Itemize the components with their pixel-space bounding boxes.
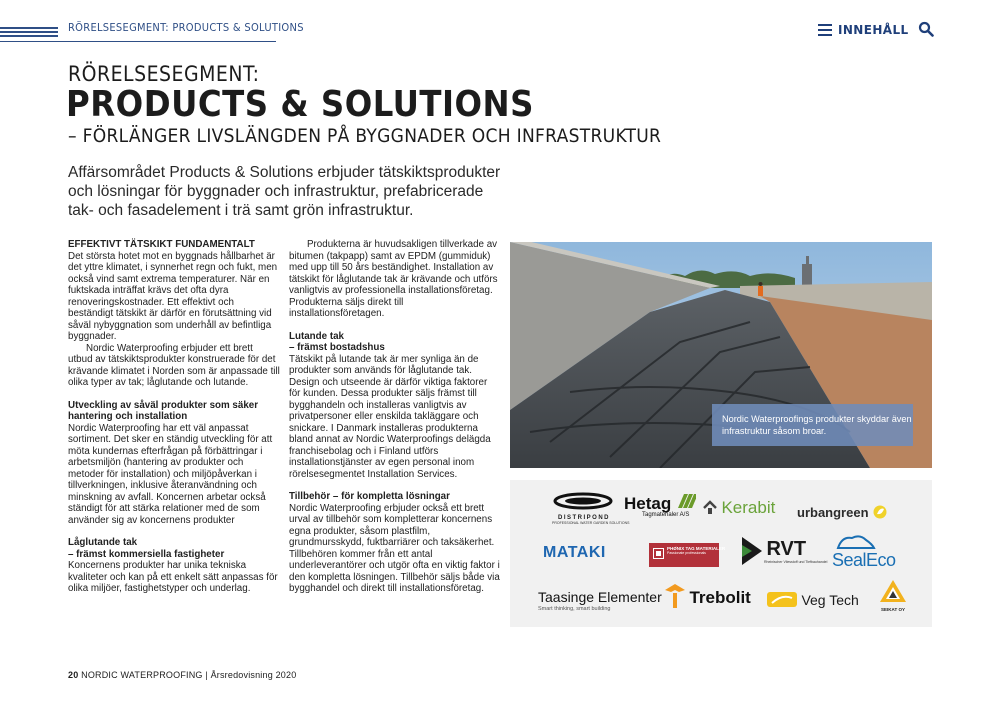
seikat-logo — [878, 580, 908, 612]
taasinge-name: Taasinge Elementer — [538, 589, 662, 605]
phonix-logo — [649, 543, 726, 567]
vegtech-name: Veg Tech — [801, 592, 859, 608]
section-heading: EFFEKTIVT TÄTSKIKT FUNDAMENTALT — [68, 239, 255, 250]
urbangreen-logo — [797, 504, 887, 522]
trebolit-mark-icon — [665, 584, 685, 608]
search-icon[interactable] — [918, 21, 934, 37]
page-header — [0, 0, 1000, 40]
contents-menu-button[interactable] — [818, 20, 909, 40]
paragraph: Nordic Waterproofing erbjuder ett brett utbud av tätskiktsprodukter konstruerade för det krävande klimatet i Norden som är anpassade till olika typer av tak; låglutande och lutande. — [68, 342, 280, 388]
page-kicker: RÖRELSESEGMENT: — [68, 62, 260, 86]
phonix-tagline: Passionate professionals — [667, 551, 706, 555]
trebolit-logo — [665, 584, 751, 608]
seikat-triangle-icon — [880, 580, 906, 602]
text-column-2 — [289, 239, 501, 595]
contents-menu-label: INNEHÅLL — [838, 23, 909, 37]
header-stripe — [0, 35, 58, 37]
section-title: RÖRELSESEGMENT: PRODUCTS & SOLUTIONS — [68, 21, 304, 34]
paragraph: Produkterna är huvudsakligen tillverkade av bitumen (takpapp) samt av EPDM (gummiduk) med upp till 50 års beständighet. Installation av tätskikt för låglutande tak är krävande och utförs vanligtvis av professionella installationsföretag. Produkterna säljs direkt till installationsföretagen. — [289, 239, 498, 319]
mataki-logo: MATAKI — [543, 544, 606, 561]
lead-paragraph: Affärsområdet Products & Solutions erbjuder tätskiktsprodukter och lösningar för byggnader och infrastruktur, prefabricerade tak- och fasadelement i trä samt grön infrastruktur. — [68, 164, 501, 219]
hetag-stripes-icon — [676, 494, 696, 508]
hetag-tagline: Tagmaterialer A/S — [642, 512, 690, 518]
rvt-tagline: Rheinischer Vliesstoff und Tiefbauhandel — [764, 560, 828, 564]
hetag-logo — [624, 494, 696, 518]
distripond-name: DISTRIPOND — [558, 515, 611, 521]
footer-report: Årsredovisning 2020 — [210, 670, 297, 680]
paragraph: Nordic Waterproofing erbjuder också ett brett urval av tillbehör som kompletterar koncernens egna produkter, såsom plastfilm, grundmursskydd, fuktbarriärer och taksäkerhet. Tillbehören kommer från ett antal underleverantörer och utgör ofta en viktig faktor i den kompletta lösningen. Tillbehör säljs både via bygghandel och direkt till installationsföretag. — [289, 502, 500, 594]
house-icon — [703, 500, 717, 514]
kerabit-name: Kerabit — [721, 498, 776, 517]
photo-caption: Nordic Waterproofings produkter skyddar även infrastruktur såsom broar. — [712, 404, 913, 446]
vegtech-logo — [767, 592, 859, 610]
header-stripe — [0, 27, 58, 29]
text-column-1 — [68, 239, 280, 595]
seal-animal-icon — [836, 532, 876, 550]
urbangreen-name: urbangreen — [797, 505, 869, 520]
seikat-name: SEIKAT OY — [881, 607, 905, 612]
phonix-mark-icon — [653, 548, 664, 559]
vegtech-mark-icon — [767, 592, 797, 607]
phonix-name: PHØNIX TAG MATERIALER — [667, 546, 726, 551]
distripond-tagline: PROFESSIONAL WATER GARDEN SOLUTIONS — [552, 521, 630, 525]
page-title: PRODUCTS & SOLUTIONS — [66, 84, 534, 125]
footer-separator: | — [205, 670, 211, 680]
page-subtitle: – FÖRLÄNGER LIVSLÄNGDEN PÅ BYGGNADER OCH INFRASTRUKTUR — [68, 125, 662, 147]
header-divider — [0, 41, 276, 42]
section-heading: Utveckling av såväl produkter som säker hantering och installation — [68, 399, 259, 422]
page-number: 20 — [68, 670, 79, 680]
section-heading: Tillbehör – för kompletta lösningar — [289, 491, 450, 502]
paragraph: Koncernens produkter har unika tekniska kvaliteter och kan på ett enkelt sätt anpassas för olika miljöer, fastighetstyper och underlag. — [68, 560, 278, 594]
paragraph: Tätskikt på lutande tak är mer synliga än de produkter som används för låglutande tak. Design och utseende är därför viktiga faktorer för kunden. Dessa produkter säljs främst till bygghandeln och installeras vanligtvis av privatpersoner eller enskilda takläggare och snickare. I Danmark installeras produkterna bland annat av Nordic Waterproofings delägda franchisebolag och i Finland utförs installationstjänster av egen personal inom rörelsesegmentet Installation Services. — [289, 353, 491, 480]
rvt-name: RVT — [766, 538, 807, 560]
page-footer — [68, 670, 296, 680]
header-stripe — [0, 31, 58, 33]
section-heading: Låglutande tak — [68, 537, 138, 548]
leaf-icon — [873, 505, 887, 519]
taasinge-logo — [538, 589, 662, 612]
hetag-name: Hetag — [624, 494, 672, 513]
sealeco-name: SealEco — [832, 550, 896, 570]
trebolit-name: Trebolit — [689, 588, 751, 607]
distripond-mark-icon — [552, 492, 614, 510]
distripond-logo — [552, 492, 629, 525]
paragraph: Det största hotet mot en byggnads hållbarhet är det yttre klimatet, i synnerhet regn och fukt, men också vind samt extrema temperaturer. När en fuktskada inträffat krävs det ofta dyra renoveringskostnader. Ett effektivt och beständigt tätskikt är därför en förutsättning vid såväl nybyggnation som underhåll av befintliga byggnader. — [68, 250, 278, 342]
section-subheading: – främst bostadshus — [289, 342, 385, 353]
kerabit-logo — [703, 498, 775, 518]
taasinge-tagline: Smart thinking, smart building — [538, 606, 611, 612]
brand-logos-panel — [510, 480, 932, 627]
rvt-mark-icon — [742, 537, 762, 565]
rvt-logo — [742, 537, 827, 564]
section-subheading: – främst kommersiella fastigheter — [68, 548, 225, 560]
paragraph: Nordic Waterproofing har ett väl anpassat sortiment. Det sker en ständig utveckling för att möta kundernas efterfrågan på förbättringar i arbetsmiljön (hantering av produkter och metoder för installation) och miljöpåverkan i tillverkningen, inklusive återanvändning och minskning av avfall. Koncernen arbetar också ständigt för att stärka relationer med de som använder sig av koncernens produkter — [68, 422, 273, 526]
sealeco-logo — [832, 532, 896, 571]
menu-icon — [818, 24, 832, 36]
section-heading: Lutande tak — [289, 330, 344, 342]
footer-company: NORDIC WATERPROOFING — [81, 670, 203, 680]
